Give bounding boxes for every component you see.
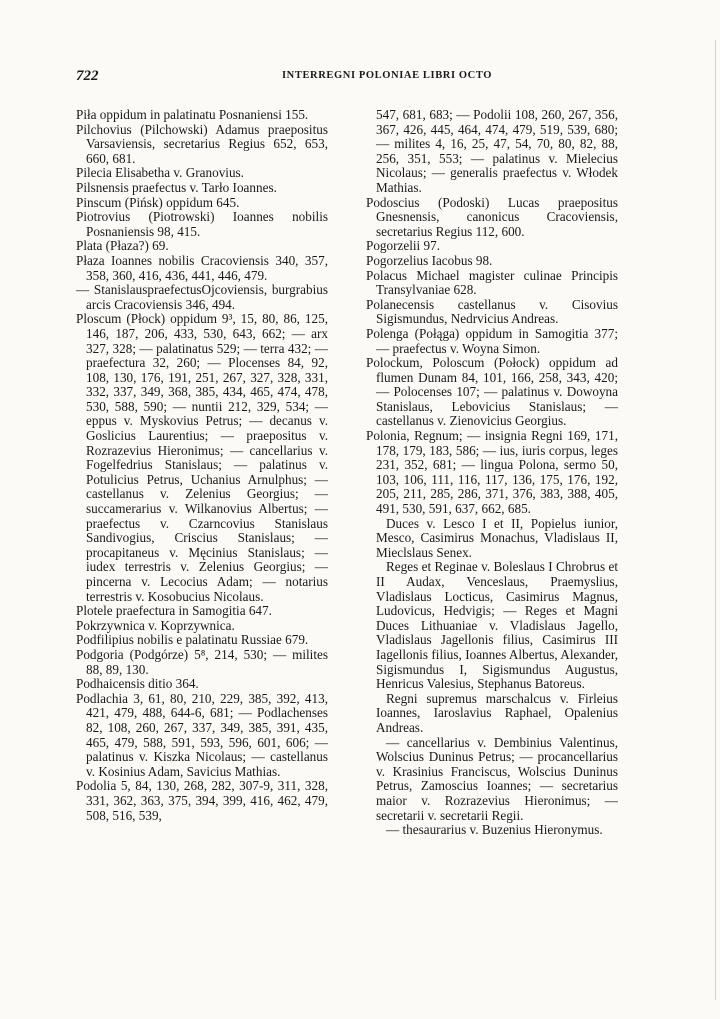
index-paragraph: Duces v. Lesco I et II, Popielus iunior, Mesco, Casimirus Monachus, Vladislaus II, Mieclslaus Senex.	[376, 515, 618, 560]
left-column	[76, 108, 328, 823]
index-entry: Pogorzelii 97.	[366, 238, 440, 254]
index-paragraph: Reges et Reginae v. Boleslaus I Chrobrus et II Audax, Venceslaus, Praemyslius, Vladislaus Locticus, Casimirus Magnus, Ludovicus, Hedvigis; — Reges et Magni Duces Lithuaniae v. Vladislaus Jagello, Vladislaus Jagellonis filius, Casimirus III Iagellonis filius, Ioannes Albertus, Alexander, Sigismundus I, Sigismundus Augustus, Henricus Valesius, Stephanus Batoreus.	[376, 559, 618, 692]
index-entry: Ploscum (Płock) oppidum 9³, 15, 80, 86, 125, 146, 187, 206, 433, 530, 643, 662; — arx 327, 328; — palatinatus 529; — terra 432; — praefectura 32, 260; — Plocenses 84, 92, 108, 130, 176, 191, 251, 267, 327, 328, 331, 332, 337, 349, 368, 385, 434, 465, 474, 478, 530, 588, 590; — nuntii 212, 329, 534; — eppus v. Myskovius Petrus; — decanus v. Goslicius Laurentius; — praepositus v. Rozrazevius Hieronimus; — cancellarius v. Fogelfedrius Stanislaus; — palatinus v. Potulicius Petrus, Uchanius Arnulphus; — castellanus v. Zelenius Georgius; — succamerarius v. Wilkanovius Albertus; — praefectus v. Czarncovius Stanislaus Sandivogius, Criscius Stanislaus; — procapitaneus v. Męcinius Stanislaus; — iudex terrestris v. Zelenius Georgius; — pincerna v. Lecocius Adam; — notarius terrestris v. Kosobucius Nicolaus.	[76, 311, 328, 604]
index-entry: Podlachia 3, 61, 80, 210, 229, 385, 392, 413, 421, 479, 488, 644-6, 681; — Podlachenses 82, 108, 260, 267, 337, 349, 385, 391, 435, 465, 479, 588, 591, 593, 596, 601, 606; — palatinus v. Kiszka Nicolaus; — castellanus v. Kosinius Adam, Savicius Mathias.	[76, 690, 328, 779]
index-entry: Piotrovius (Piotrowski) Ioannes nobilis Posnaniensis 98, 415.	[76, 209, 328, 239]
index-entry: Podoscius (Podoski) Lucas praepositus Gnesnensis, canonicus Cracoviensis, secretarius Regius 112, 600.	[366, 194, 618, 239]
index-entry: Piła oppidum in palatinatu Posnaniensi 155.	[76, 107, 309, 122]
index-entry: Podolia 5, 84, 130, 268, 282, 307-9, 311, 328, 331, 362, 363, 375, 394, 399, 416, 462, 479, 508, 516, 539,	[76, 778, 328, 823]
index-entry: Pokrzywnica v. Koprzywnica.	[76, 617, 235, 633]
index-entry: Podfilipius nobilis e palatinatu Russiae 679.	[76, 632, 309, 648]
running-title: INTERREGNI POLONIAE LIBRI OCTO	[281, 70, 493, 81]
index-entry: Plotele praefectura in Samogitia 647.	[76, 603, 272, 619]
page-header	[76, 68, 698, 88]
index-entry: Pilchovius (Pilchowski) Adamus praepositus Varsaviensis, secretarius Regius 652, 653, 660, 681.	[76, 121, 328, 166]
index-entry: Pogorzelius Iacobus 98.	[366, 252, 493, 268]
index-entry: Podhaicensis ditio 364.	[76, 676, 199, 692]
page-edge-line	[715, 40, 716, 1000]
index-entry: — StanislauspraefectusOjcoviensis, burgrabius arcis Cracoviensis 346, 494.	[76, 282, 328, 312]
index-entry: Polenga (Połąga) oppidum in Samogitia 377; — praefectus v. Woyna Simon.	[366, 325, 618, 356]
right-column	[366, 108, 618, 838]
page-number: 722	[76, 68, 99, 84]
index-paragraph: — thesaurarius v. Buzenius Hieronymus.	[386, 822, 603, 838]
index-entry: Plata (Płaza?) 69.	[76, 238, 169, 254]
index-entry: Pilecia Elisabetha v. Granovius.	[76, 165, 244, 181]
index-paragraph: — cancellarius v. Dembinius Valentinus, Wolscius Duninus Petrus; — procancellarius v. Krasinius Franciscus, Wolscius Duninus Petrus, Zamoscius Ioannes; — secretarius maior v. Rozrazevius Hieronimus; — secretarii v. secretarii Regii.	[376, 734, 618, 823]
index-entry: Polanecensis castellanus v. Cisovius Sigismundus, Nedrvicius Andreas.	[366, 296, 618, 327]
index-entry: Pinscum (Pińsk) oppidum 645.	[76, 194, 240, 210]
index-entry: Polacus Michael magister culinae Principis Transylvaniae 628.	[366, 267, 618, 298]
index-entry: Pilsnensis praefectus v. Tarło Ioannes.	[76, 179, 277, 195]
index-entry: Polonia, Regnum; — insignia Regni 169, 171, 178, 179, 183, 586; — ius, iuris corpus, leges 231, 352, 681; — lingua Polona, sermo 50, 103, 106, 111, 116, 117, 136, 175, 176, 192, 205, 211, 285, 286, 371, 376, 383, 388, 405, 491, 530, 591, 637, 662, 685.	[366, 428, 618, 517]
index-entry: Podgoria (Podgórze) 5⁸, 214, 530; — milites 88, 89, 130.	[76, 646, 328, 677]
index-entry: Polockum, Poloscum (Połock) oppidum ad flumen Dunam 84, 101, 166, 258, 343, 420; — Polocenses 107; — palatinus v. Dowoyna Stanislaus, Lebovicius Stanislaus; — castellanus v. Zienovicius Georgius.	[366, 355, 618, 429]
index-paragraph: Regni supremus marschalcus v. Firleius Ioannes, Iaroslavius Raphael, Opalenius Andreas.	[376, 690, 618, 735]
index-entry: Płaza Ioannes nobilis Cracoviensis 340, 357, 358, 360, 416, 436, 441, 446, 479.	[76, 252, 328, 283]
index-entry: 547, 681, 683; — Podolii 108, 260, 267, 356, 367, 426, 445, 464, 474, 479, 519, 539, 680; — milites 4, 16, 25, 47, 54, 70, 80, 82, 88, 256, 351, 553; — palatinus v. Mielecius Nicolaus; — generalis praefectus v. Włodek Mathias.	[376, 107, 618, 195]
